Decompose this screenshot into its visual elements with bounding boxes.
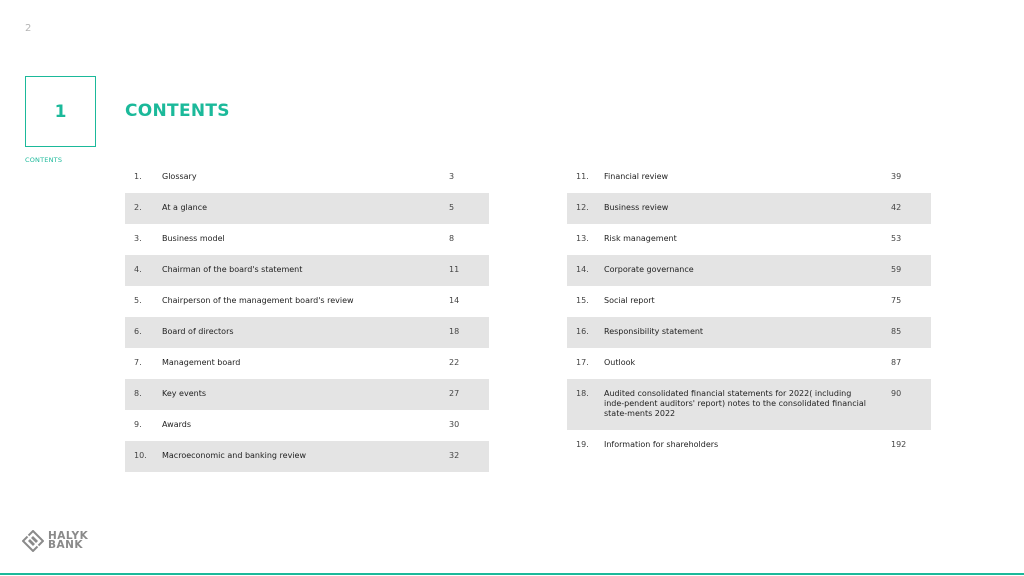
toc-item-label: Social report: [604, 296, 655, 305]
toc-item-label: Board of directors: [162, 327, 234, 336]
toc-item-page: 192: [891, 440, 907, 449]
toc-item-page: 5: [449, 203, 455, 212]
toc-item-label: Audited consolidated financial statements for 2022( including inde-pendent auditors' report) notes to the consolidated financial state-ments 2022: [604, 389, 866, 418]
toc-item-chairman-statement[interactable]: [125, 255, 489, 286]
toc-item-chairperson-review[interactable]: [125, 286, 489, 317]
toc-item-number: 15.: [576, 296, 589, 305]
toc-item-business-review[interactable]: [567, 193, 931, 224]
toc-item-page: 32: [449, 451, 460, 460]
toc-item-responsibility-statement[interactable]: [567, 317, 931, 348]
toc-item-page: 75: [891, 296, 902, 305]
toc-item-number: 3.: [134, 234, 142, 243]
toc-item-page: 22: [449, 358, 460, 367]
toc-item-number: 7.: [134, 358, 142, 367]
toc-item-financial-review[interactable]: [567, 162, 931, 193]
toc-item-page: 59: [891, 265, 902, 274]
toc-item-number: 4.: [134, 265, 142, 274]
toc-item-label: Management board: [162, 358, 241, 367]
toc-item-label: Macroeconomic and banking review: [162, 451, 306, 460]
toc-item-key-events[interactable]: [125, 379, 489, 410]
toc-right-column: [567, 162, 931, 461]
page-number: 2: [25, 23, 32, 34]
toc-item-glossary[interactable]: [125, 162, 489, 193]
toc-item-audited-financial-statements[interactable]: [567, 379, 931, 430]
toc-item-number: 13.: [576, 234, 589, 243]
toc-item-number: 5.: [134, 296, 142, 305]
toc-item-number: 9.: [134, 420, 142, 429]
toc-item-label: Awards: [162, 420, 191, 429]
toc-item-label: Chairperson of the management board's review: [162, 296, 354, 305]
halyk-bank-logo-icon: [22, 530, 44, 552]
toc-item-awards[interactable]: [125, 410, 489, 441]
toc-item-number: 17.: [576, 358, 589, 367]
toc-item-label: Corporate governance: [604, 265, 694, 274]
toc-item-page: 14: [449, 296, 460, 305]
toc-item-number: 1.: [134, 172, 142, 181]
toc-item-number: 8.: [134, 389, 142, 398]
toc-item-outlook[interactable]: [567, 348, 931, 379]
logo-text-line1: HALYK: [48, 529, 89, 542]
toc-item-page: 11: [449, 265, 460, 274]
toc-item-number: 16.: [576, 327, 589, 336]
page-title: CONTENTS: [125, 101, 230, 121]
toc-item-page: 90: [891, 389, 902, 398]
toc-item-macroeconomic-review[interactable]: [125, 441, 489, 472]
toc-item-number: 14.: [576, 265, 589, 274]
toc-item-information-for-shareholders[interactable]: [567, 430, 931, 461]
toc-item-label: Financial review: [604, 172, 669, 181]
toc-item-page: 3: [449, 172, 455, 181]
toc-item-number: 18.: [576, 389, 589, 398]
logo-text-line2: BANK: [48, 539, 84, 551]
toc-item-page: 87: [891, 358, 902, 367]
toc-item-page: 27: [449, 389, 460, 398]
toc-item-page: 8: [449, 234, 455, 243]
toc-item-at-a-glance[interactable]: [125, 193, 489, 224]
toc-item-number: 19.: [576, 440, 589, 449]
toc-item-label: Business model: [162, 234, 225, 243]
toc-item-label: At a glance: [162, 203, 208, 212]
toc-item-number: 2.: [134, 203, 142, 212]
section-label: CONTENTS: [25, 156, 63, 164]
toc-item-page: 18: [449, 327, 460, 336]
toc-item-social-report[interactable]: [567, 286, 931, 317]
section-number: 1: [54, 101, 67, 122]
toc-item-label: Risk management: [604, 234, 677, 243]
toc-left-column: [125, 162, 489, 472]
toc-item-label: Glossary: [162, 172, 197, 181]
halyk-bank-logo: [22, 530, 88, 552]
toc-item-page: 39: [891, 172, 902, 181]
logo-text: [48, 529, 89, 551]
toc-item-business-model[interactable]: [125, 224, 489, 255]
toc-item-label: Chairman of the board's statement: [162, 265, 303, 274]
toc-item-label: Information for shareholders: [604, 440, 719, 449]
toc-item-risk-management[interactable]: [567, 224, 931, 255]
toc-item-label: Business review: [604, 203, 669, 212]
toc-item-number: 10.: [134, 451, 147, 460]
bottom-divider: [0, 573, 1024, 575]
toc-item-number: 6.: [134, 327, 142, 336]
toc-item-number: 12.: [576, 203, 589, 212]
toc-item-board-of-directors[interactable]: [125, 317, 489, 348]
section-number-box: [25, 76, 96, 147]
toc-item-page: 42: [891, 203, 902, 212]
toc-item-page: 53: [891, 234, 902, 243]
toc-item-label: Outlook: [604, 358, 636, 367]
toc-item-page: 30: [449, 420, 460, 429]
toc-item-page: 85: [891, 327, 902, 336]
toc-item-label: Key events: [162, 389, 206, 398]
toc-item-corporate-governance[interactable]: [567, 255, 931, 286]
toc-item-number: 11.: [576, 172, 589, 181]
toc-item-label: Responsibility statement: [604, 327, 704, 336]
toc-item-management-board[interactable]: [125, 348, 489, 379]
